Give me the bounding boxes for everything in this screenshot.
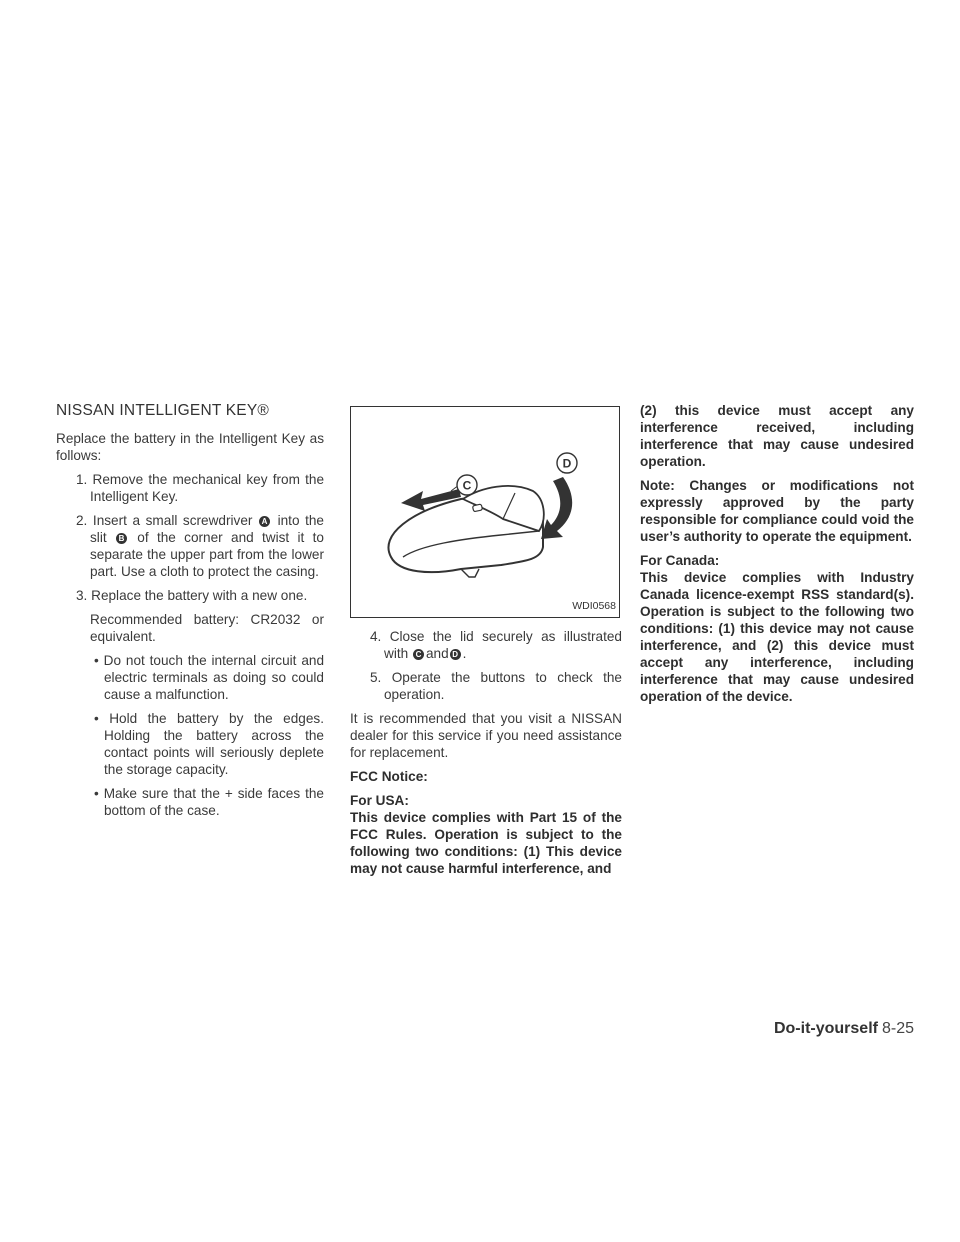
recommended-battery: Recommended battery: CR2032 or equivalent.	[90, 612, 324, 644]
for-usa-heading: For USA:	[350, 793, 409, 808]
step-2: 2. Insert a small screwdriver A into the slit B of the corner and twist it to separate the upper part from the lower part. Use a cloth to protect the casing.	[76, 513, 324, 579]
page-number: 8-25	[881, 1020, 914, 1037]
usa-text-continued: (2) this device must accept any interference received, including interference that may cause undesired operation.	[640, 403, 914, 469]
list-item: • Do not touch the internal circuit and electric terminals as doing so could cause a malfunction.	[94, 653, 324, 702]
marker-b-icon: B	[116, 533, 127, 544]
page-footer	[774, 1020, 914, 1038]
step-5: 5. Operate the buttons to check the operation.	[370, 670, 622, 702]
for-canada-heading: For Canada:	[640, 553, 720, 568]
callout-d-label: D	[562, 456, 572, 471]
step-3: 3. Replace the battery with a new one.	[76, 588, 308, 603]
marker-a-icon: A	[259, 516, 270, 527]
callout-c-label: C	[462, 478, 472, 493]
list-item: • Hold the battery by the edges. Holding the battery across the contact points will seriously deplete the storage capacity.	[94, 711, 324, 777]
step-1: 1. Remove the mechanical key from the Intelligent Key.	[76, 472, 325, 504]
intro-text: Replace the battery in the Intelligent Key as follows:	[56, 431, 324, 463]
list-item: • Make sure that the + side faces the bottom of the case.	[94, 786, 324, 818]
marker-d-icon: D	[450, 649, 461, 660]
arrow-d-icon	[541, 477, 572, 539]
key-fob-illustration	[350, 406, 620, 618]
canada-text: This device complies with Industry Canada licence-exempt RSS standard(s). Operation is subject to the following two conditions: (1) this device may not cause interference, and (2) this device must accept any interference, including interference that may cause undesired operation of the device.	[640, 570, 914, 704]
right-column	[640, 402, 914, 712]
footer-section: Do-it-yourself	[773, 1020, 878, 1037]
marker-c-icon: C	[413, 649, 424, 660]
note-text: Note: Changes or modifications not expressly approved by the party responsible for compliance could void the user’s authority to operate the equipment.	[640, 478, 914, 544]
usa-text: This device complies with Part 15 of the FCC Rules. Operation is subject to the following two conditions: (1) This device may not cause harmful interference, and	[350, 810, 622, 876]
step-4: 4. Close the lid securely as illustrated with C and D .	[370, 629, 622, 661]
fcc-notice-heading: FCC Notice:	[350, 769, 428, 784]
middle-column	[350, 406, 622, 884]
left-column	[56, 402, 324, 826]
section-title: NISSAN INTELLIGENT KEY®	[56, 402, 269, 419]
recommend-visit: It is recommended that you visit a NISSAN dealer for this service if you need assistance for replacement.	[350, 711, 622, 760]
figure-code: WDI0568	[572, 600, 616, 612]
